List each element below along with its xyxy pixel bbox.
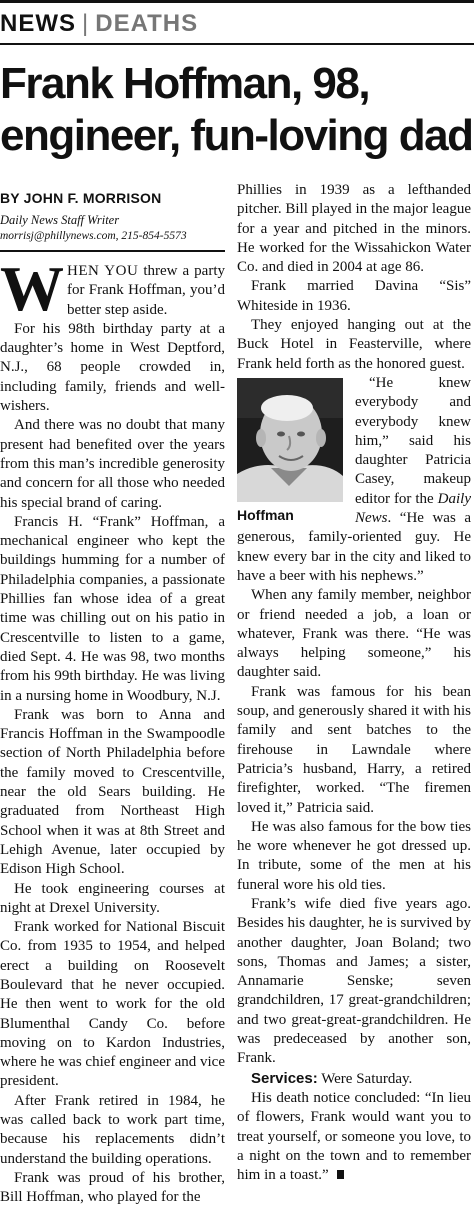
top-rule: [0, 0, 474, 3]
paragraph: He took engineering courses at night at Drexel University.: [0, 880, 225, 916]
closing-text: His death notice concluded: “In lieu of flowers, Frank would want you to treat yourself, or someone you love, to a night on the town and to remember him in a toast.”: [237, 1089, 471, 1184]
kicker-rule: [0, 43, 474, 45]
quote-text-b: . “He was a generous, family-oriented guy. He knew every bar in the city and liked to have a beer with his nephews.”: [237, 510, 471, 584]
paragraph: He was also famous for the bow ties he wore whenever he got dressed up. In tribute, some of the men at his funeral wore his old ties.: [237, 818, 471, 893]
paragraph: Francis H. “Frank” Hoffman, a mechanical engineer who kept the buildings humming for a number of Philadelphia companies, a passionate Phillies fan whose idea of a great time was chilling out on his patio in Crescentville to listen to a game, died Sept. 4. He was 98, two months from his 99th birthday. He was living in a nursing home in Woodbury, N.J.: [0, 513, 225, 704]
paragraph: And there was no doubt that many present had benefited over the years from this man’s incredible generosity and concern for all those who needed his special brand of caring.: [0, 417, 225, 511]
byline-staff: Daily News Staff Writer: [0, 213, 120, 227]
services-text: Were Saturday.: [317, 1070, 413, 1087]
paragraph: Frank was born to Anna and Francis Hoffman in the Swampoodle section of North Philadelphia before the family moved to Crescentville, near the old Sears building. He graduated from Northeast High School when it was at 8th Street and Lehigh Avenue, later occupied by Edison High School.: [0, 706, 225, 878]
paragraph: Frank was famous for his bean soup, and generously shared it with his family and sent batches to the firehouse in Lawndale where Patricia’s husband, Harry, a retired firefighter, worked. “The firemen loved it,” Patricia said.: [237, 683, 471, 816]
section-kicker: [0, 10, 198, 44]
article-column-left: [0, 253, 225, 1208]
end-mark: [337, 1170, 344, 1179]
lead-paragraph: [0, 253, 225, 324]
closing-paragraph: [237, 1089, 471, 1185]
paragraph: For his 98th birthday party at a daughter’s home in West Deptford, N.J., 68 people crowded in, including family, friends and well-wishers.: [0, 320, 225, 415]
byline-block: [0, 190, 225, 252]
kicker-separator: |: [82, 10, 90, 37]
paragraph: After Frank retired in 1984, he was called back to work part time, because his replacements didn’t understand the building operations.: [0, 1092, 225, 1167]
byline-contact: morrisj@phillynews.com, 215-854-5573: [0, 230, 187, 242]
section-news: NEWS: [0, 10, 76, 37]
services-paragraph: [237, 1069, 471, 1089]
headline: [0, 58, 474, 162]
headline-line-2: engineer, fun-loving dad: [0, 111, 473, 160]
paragraph: Frank’s wife died five years ago. Besides his daughter, he is survived by another daughter, Joan Boland; two sons, Thomas and James; a sister, Annamarie Senske; seven grandchildren, 17 great-grandchildren; and two great-great-grandchildren. He was predeceased by another son, Frank.: [237, 895, 471, 1067]
portrait-photo: [237, 378, 343, 502]
paragraph-continued: Phillies in 1939 as a lefthanded pitcher. Bill played in the major league for a year and pitched in the minors. He worked for the Wissahickon Water Co. and died in 2004 at age 86.: [237, 182, 471, 276]
publication-name: Daily News: [355, 490, 471, 527]
photo-caption: Hoffman: [237, 506, 294, 523]
services-label: Services:: [251, 1069, 318, 1087]
article-column-right: [237, 181, 471, 1185]
paragraph: When any family member, neighbor or friend needed a job, a loan or whatever, Frank was there. “He was always helping someone,” his daughter said.: [237, 587, 471, 681]
quote-text-a: “He knew everybody and everybody knew him,” said his daughter Patricia Casey, makeup editor for the: [355, 374, 471, 507]
section-deaths: DEATHS: [95, 10, 199, 37]
lead-caps: HEN YOU: [67, 263, 139, 279]
paragraph: Frank was proud of his brother, Bill Hoffman, who played for the: [0, 1169, 225, 1206]
drop-cap: W: [0, 253, 64, 324]
lead-text: threw a party for Frank Hoffman, you’d better step aside.: [67, 263, 225, 318]
byline-author: BY JOHN F. MORRISON: [0, 190, 162, 206]
headline-line-1: Frank Hoffman, 98,: [0, 59, 370, 108]
paragraph: Frank worked for National Biscuit Co. from 1935 to 1954, and helped erect a building on Roosevelt Boulevard that he never occupied. He then went to work for the old Blumenthal Candy Co. before moving on to Kardon Industries, where he was chief engineer and vice president.: [0, 919, 225, 1090]
paragraph: They enjoyed hanging out at the Buck Hotel in Feasterville, where Frank held forth as the honored guest.: [237, 317, 471, 372]
paragraph: Frank married Davina “Sis” Whiteside in 1936.: [237, 278, 471, 314]
photo-box: [237, 378, 347, 525]
byline-rule: [0, 250, 225, 252]
